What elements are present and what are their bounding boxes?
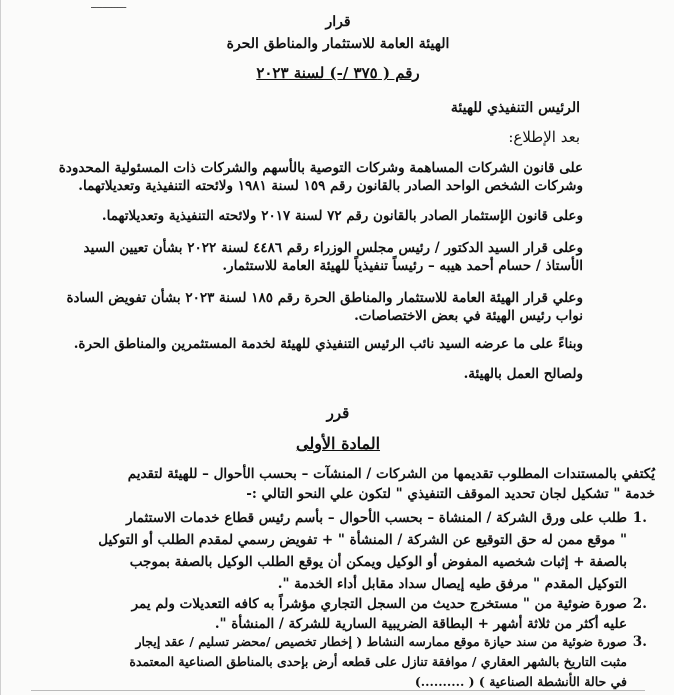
authority-name: الهيئة العامة للاستثمار والمناطق الحرة [226, 36, 450, 52]
item-line: مثبت التاريخ بالشهر العقاري / موافقة تنازل على قطعه أرض بإحدى بالمناطق الصناعية المعتمدة [129, 654, 627, 669]
consideration-line: ولصالح العمل بالهيئة. [463, 366, 583, 382]
item-line: طلب على ورق الشركة / المنشاة – بحسب الأحوال – بأسم رئيس قطاع خدمات الاستثمار [126, 510, 627, 526]
issuer-title: الرئيس التنفيذي للهيئة [450, 100, 580, 116]
item-number: 3. [632, 634, 647, 650]
consideration-line: وبناءً على ما عرضه السيد نائب الرئيس التنفيذي للهيئة لخدمة المستثمرين والمناطق الحرة. [73, 336, 583, 352]
item-line: صورة ضوئية من " مستخرج حديث من السجل التجاري مؤشراً به كافه التعديلات ولم يمر [131, 596, 627, 612]
item-line: عليه أكثر من ثلاثة أشهر + البطاقة الضريبية السارية للشركة / المنشأة ". [214, 616, 627, 632]
item-line: في حالة الأنشطة الصناعية ) ( ..........) [414, 674, 627, 689]
consideration-line: نواب رئيس الهيئة في بعض الاختصاصات. [354, 308, 583, 324]
consideration-line: وعلى قانون الإستثمار الصادر بالقانون رقم ٧٢ لسنة ٢٠١٧ ولائحته التنفيذية وتعديلاتهما. [101, 208, 583, 224]
consideration-line: الأستاذ / حسام أحمد هيبه – رئيساً تنفيذياً للهيئة العامة للاستثمار. [222, 258, 583, 274]
decision-word: قرار [325, 14, 351, 30]
consideration-line: وشركات الشخص الواحد الصادر بالقانون رقم ١٥٩ لسنة ١٩٨١ ولائحته التنفيذية وتعديلاتهما. [78, 178, 583, 194]
article-intro-line: يُكتفي بالمستندات المطلوب تقديمها من الشركات / المنشآت – بحسب الأحوال – للهيئة لتقديم [127, 466, 655, 482]
item-line: صورة ضوئية من سند حيازة موقع ممارسه النشاط ( إخطار تخصيص /محضر تسليم / عقد إيجار [135, 634, 627, 649]
consideration-line: وعلي قرار الهيئة العامة للاستثمار والمناطق الحرة رقم ١٨٥ لسنة ٢٠٢٣ بشأن تفويض السادة [66, 290, 583, 306]
item-number: 1. [632, 510, 647, 526]
item-number: 2. [632, 596, 647, 612]
article-intro-line: خدمة " تشكيل لجان تحديد الموقف التنفيذي " لتكون علي النحو التالي :- [246, 486, 655, 502]
top-edge-fragment: ــــــــــــ [91, 0, 127, 8]
item-line: " موقع ممن له حق التوقيع عن الشركة / المنشأة " + تفويض رسمي لمقدم الطلب أو التوكيل [98, 532, 627, 548]
item-line: التوكيل المقدم " مرفق طيه إيصال سداد مقابل أداء الخدمة ". [277, 576, 627, 592]
preamble-intro: بعد الإطلاع: [508, 128, 580, 146]
decided-word: قرر [326, 404, 350, 422]
consideration-line: على قانون الشركات المساهمة وشركات التوصية بالأسهم والشركات ذات المسئولية المحدودة [58, 160, 583, 176]
consideration-line: وعلى قرار السيد الدكتور / رئيس مجلس الوزراء رقم ٤٤٨٦ لسنة ٢٠٢٢ بشأن تعيين السيد [83, 240, 583, 256]
decree-number: رقم ( ٣٧٥ /-) لسنة ٢٠٢٣ [256, 64, 420, 82]
article-title: المادة الأولى [295, 434, 381, 453]
item-line: بالصفة + إثبات شخصيه المفوض أو الوكيل ويمكن أن يوقع الطلب الوكيل بالصفة بموجب [129, 554, 627, 570]
page-bottom-rule [31, 690, 645, 691]
